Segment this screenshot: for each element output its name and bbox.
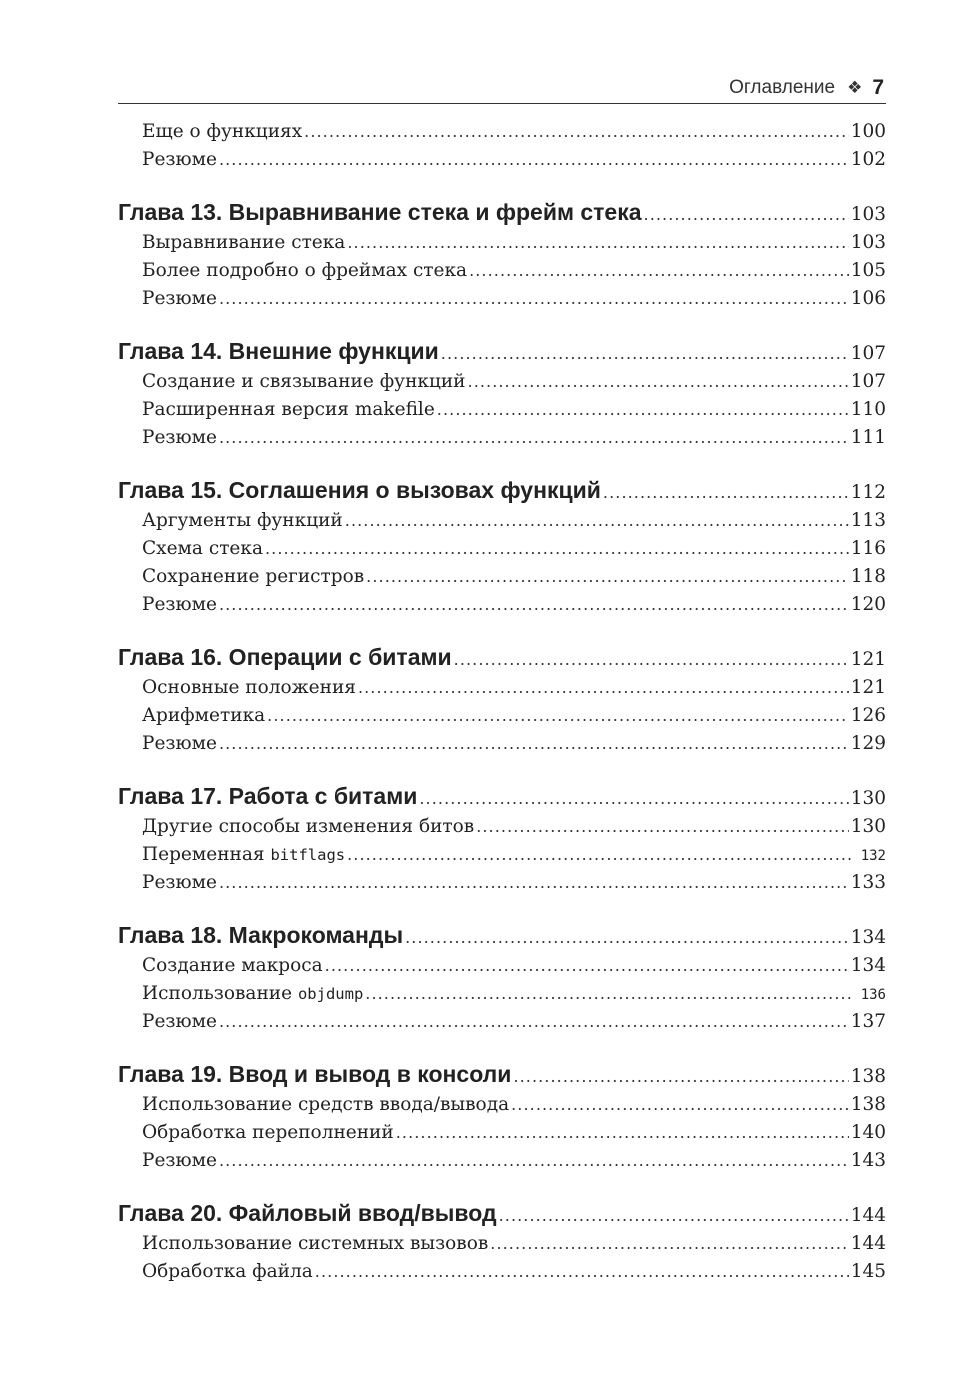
toc-entry-label: Резюме (142, 1011, 217, 1032)
toc-entry-page: 143 (850, 1150, 886, 1171)
dot-leader (511, 1095, 849, 1114)
toc-entry-label: Резюме (142, 427, 217, 448)
toc-section-entry (118, 983, 886, 1011)
toc-entry-page: 113 (850, 510, 886, 531)
toc-entry-label: Резюме (142, 149, 217, 170)
toc-entry-page: 106 (850, 288, 886, 309)
toc-entry-page: 112 (850, 482, 886, 503)
dot-leader (437, 400, 849, 419)
toc-entry-page: 134 (850, 927, 886, 948)
toc-entry-label: Резюме (142, 733, 217, 754)
toc-entry-page: 120 (850, 594, 886, 615)
header-title: Оглавление (729, 77, 836, 98)
table-of-contents (118, 121, 886, 1289)
dot-leader (513, 1067, 848, 1086)
toc-entry-code: objdump (297, 985, 364, 1003)
page-number: 7 (872, 76, 884, 99)
toc-chapter-entry (118, 783, 886, 814)
toc-entry-label: Аргументы функций (142, 510, 343, 531)
toc-section-entry (118, 427, 886, 455)
toc-entry-label: Глава 15. Соглашения о вызовах функций (118, 477, 601, 503)
toc-entry-label: Резюме (142, 1150, 217, 1171)
toc-entry-title (118, 1061, 511, 1088)
dot-leader (345, 511, 849, 530)
toc-entry-label: Глава 13. Выравнивание стека и фрейм стека (118, 199, 642, 225)
toc-entry-title (142, 955, 323, 976)
toc-entry-title (142, 1122, 394, 1143)
dot-leader (219, 734, 849, 753)
toc-entry-page: 121 (850, 649, 886, 670)
toc-section-entry (118, 1261, 886, 1289)
toc-section-entry (118, 705, 886, 733)
toc-entry-label: Глава 20. Файловый ввод/вывод (118, 1200, 497, 1226)
toc-entry-label: Глава 14. Внешние функции (118, 338, 439, 364)
dot-leader (469, 261, 849, 280)
toc-entry-page: 103 (850, 204, 886, 225)
toc-entry-title (142, 538, 263, 559)
toc-entry-title (142, 149, 217, 170)
toc-entry-title (142, 1261, 313, 1282)
toc-entry-title (142, 288, 217, 309)
toc-entry-title (142, 1233, 488, 1254)
toc-entry-label: Создание и связывание функций (142, 371, 466, 392)
toc-entry-label: Глава 17. Работа с битами (118, 783, 418, 809)
toc-section-entry (118, 510, 886, 538)
toc-section-entry (118, 399, 886, 427)
toc-entry-title (142, 121, 302, 142)
toc-entry-page: 138 (850, 1094, 886, 1115)
toc-entry-page: 107 (850, 343, 886, 364)
toc-section-entry (118, 872, 886, 900)
toc-section-entry (118, 594, 886, 622)
toc-entry-title (142, 1011, 217, 1032)
toc-entry-title (118, 922, 403, 949)
toc-entry-title (142, 232, 345, 253)
toc-entry-title (142, 399, 435, 420)
toc-entry-page: 107 (850, 371, 886, 392)
toc-chapter-entry (118, 1061, 886, 1092)
toc-entry-label: Резюме (142, 288, 217, 309)
dot-leader (468, 372, 849, 391)
toc-entry-title (118, 1200, 497, 1227)
toc-entry-page: 121 (850, 677, 886, 698)
toc-entry-code: bitflags (270, 846, 346, 864)
dot-leader (267, 706, 849, 725)
toc-entry-page: 110 (850, 399, 886, 420)
toc-entry-title (142, 510, 343, 531)
dot-leader (365, 984, 850, 1003)
dot-leader (499, 1206, 849, 1225)
toc-section-entry (118, 733, 886, 761)
dot-leader (490, 1234, 848, 1253)
toc-section-entry (118, 149, 886, 177)
toc-entry-page: 140 (850, 1122, 886, 1143)
toc-entry-title (142, 260, 467, 281)
toc-entry-page: 144 (850, 1205, 886, 1226)
toc-entry-page: 133 (850, 872, 886, 893)
dot-leader (219, 1012, 849, 1031)
toc-entry-page: 111 (850, 427, 886, 448)
dot-leader (405, 928, 849, 947)
toc-entry-page: 137 (850, 1011, 886, 1032)
toc-entry-page: 118 (850, 566, 886, 587)
toc-entry-label: Резюме (142, 594, 217, 615)
dot-leader (419, 789, 848, 808)
toc-entry-title (142, 705, 265, 726)
toc-entry-title (142, 872, 217, 893)
toc-entry-label: Другие способы изменения битов (142, 816, 475, 837)
dot-leader (219, 1151, 849, 1170)
dot-leader (358, 678, 849, 697)
toc-entry-label: Основные положения (142, 677, 356, 698)
toc-entry-label: Расширенная версия makefile (142, 399, 435, 420)
toc-entry-page: 103 (850, 232, 886, 253)
dot-leader (396, 1123, 849, 1142)
toc-section-entry (118, 371, 886, 399)
toc-entry-page: 144 (850, 1233, 886, 1254)
toc-entry-page: 136 (860, 987, 886, 1003)
toc-entry-title (142, 844, 345, 865)
toc-entry-title (142, 594, 217, 615)
dot-leader (476, 817, 848, 836)
toc-entry-title (142, 371, 466, 392)
toc-chapter-entry (118, 1200, 886, 1231)
toc-chapter-entry (118, 199, 886, 230)
toc-chapter-entry (118, 338, 886, 369)
toc-section-entry (118, 955, 886, 983)
toc-entry-title (118, 644, 452, 671)
toc-entry-label: Обработка переполнений (142, 1122, 394, 1143)
toc-entry-title (142, 816, 474, 837)
toc-entry-title (142, 733, 217, 754)
toc-section-entry (118, 1094, 886, 1122)
toc-entry-label: Обработка файла (142, 1261, 313, 1282)
toc-entry-label: Выравнивание стека (142, 232, 346, 253)
toc-section-entry (118, 121, 886, 149)
toc-section-entry (118, 677, 886, 705)
toc-section-entry (118, 538, 886, 566)
running-header (118, 73, 886, 104)
toc-entry-label: Резюме (142, 872, 217, 893)
toc-entry-page: 145 (850, 1261, 886, 1282)
dot-leader (219, 873, 849, 892)
toc-entry-title (142, 983, 363, 1004)
toc-entry-label: Использование системных вызовов (142, 1233, 489, 1254)
toc-entry-title (118, 783, 417, 810)
toc-entry-page: 116 (850, 538, 886, 559)
toc-chapter-entry (118, 922, 886, 953)
toc-entry-label: Арифметика (142, 705, 266, 726)
dot-leader (265, 539, 849, 558)
toc-entry-title (118, 199, 642, 226)
toc-section-entry (118, 816, 886, 844)
toc-entry-title (142, 677, 356, 698)
toc-entry-page: 130 (850, 816, 886, 837)
dot-leader (219, 289, 849, 308)
toc-entry-label: Создание макроса (142, 955, 323, 976)
toc-entry-title (118, 338, 439, 365)
dot-leader (219, 150, 849, 169)
toc-section-entry (118, 1233, 886, 1261)
dot-leader (315, 1262, 849, 1281)
toc-chapter-entry (118, 477, 886, 508)
toc-entry-label: Более подробно о фреймах стека (142, 260, 468, 281)
toc-entry-title (142, 566, 364, 587)
toc-section-entry (118, 1150, 886, 1178)
toc-entry-label: Глава 16. Операции с битами (118, 644, 452, 670)
toc-entry-title (142, 427, 217, 448)
toc-entry-label: Глава 19. Ввод и вывод в консоли (118, 1061, 512, 1087)
toc-chapter-entry (118, 644, 886, 675)
dot-leader (366, 567, 849, 586)
toc-entry-page: 130 (850, 788, 886, 809)
toc-entry-label: Использование (142, 983, 298, 1004)
dot-leader (347, 845, 851, 864)
toc-entry-page: 105 (850, 260, 886, 281)
toc-section-entry (118, 1122, 886, 1150)
toc-section-entry (118, 1011, 886, 1039)
toc-entry-page: 100 (850, 121, 886, 142)
dot-leader (347, 233, 848, 252)
toc-entry-page: 126 (850, 705, 886, 726)
dot-leader (219, 595, 849, 614)
toc-entry-label: Еще о функциях (142, 121, 303, 142)
dot-leader (304, 122, 849, 141)
toc-section-entry (118, 260, 886, 288)
toc-entry-title (142, 1150, 217, 1171)
toc-section-entry (118, 844, 886, 872)
toc-entry-label: Схема стека (142, 538, 263, 559)
dot-leader (644, 205, 849, 224)
toc-entry-page: 102 (850, 149, 886, 170)
toc-entry-page: 129 (850, 733, 886, 754)
toc-entry-page: 132 (860, 848, 886, 864)
dot-leader (454, 650, 849, 669)
dot-leader (219, 428, 849, 447)
toc-entry-title (118, 477, 601, 504)
toc-entry-label: Сохранение регистров (142, 566, 365, 587)
toc-entry-label: Переменная (142, 844, 271, 865)
toc-entry-title (142, 1094, 509, 1115)
ornament-icon: ❖ (847, 78, 863, 97)
toc-entry-page: 134 (850, 955, 886, 976)
dot-leader (441, 344, 849, 363)
toc-entry-label: Глава 18. Макрокоманды (118, 922, 404, 948)
toc-entry-page: 138 (850, 1066, 886, 1087)
dot-leader (603, 483, 849, 502)
toc-section-entry (118, 566, 886, 594)
toc-section-entry (118, 288, 886, 316)
toc-entry-label: Использование средств ввода/вывода (142, 1094, 510, 1115)
dot-leader (325, 956, 849, 975)
toc-section-entry (118, 232, 886, 260)
